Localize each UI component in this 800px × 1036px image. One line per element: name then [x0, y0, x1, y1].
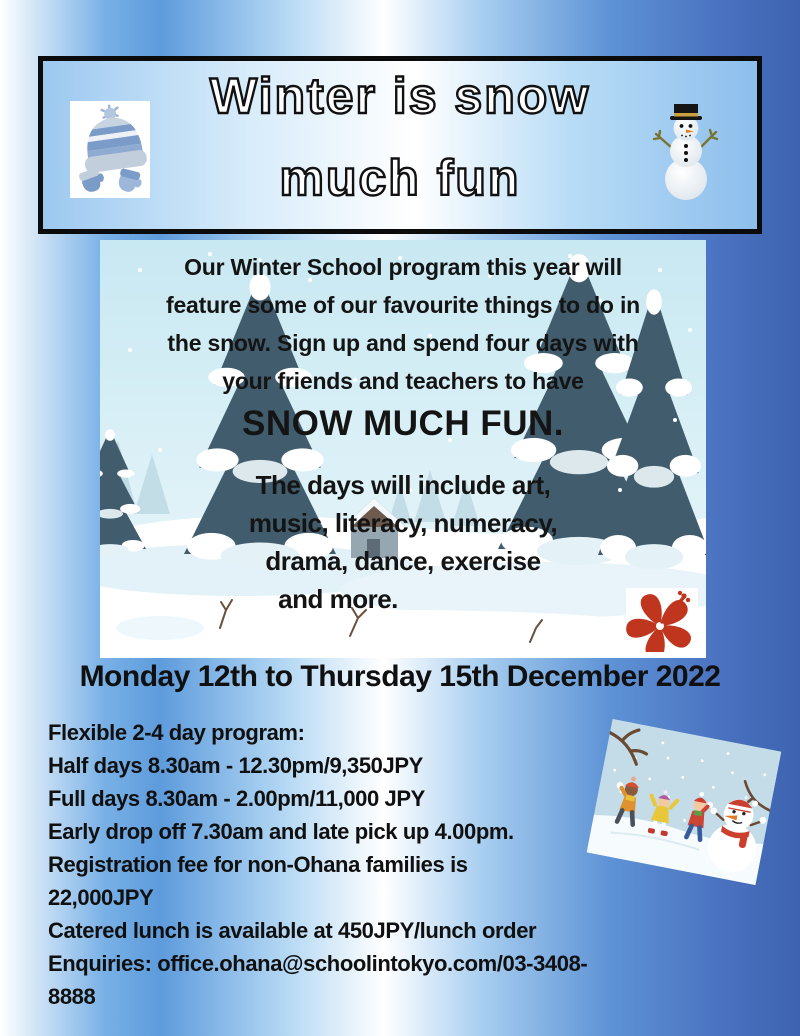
detail-line-full-days: Full days 8.30am - 2.00pm/11,000 JPY	[48, 786, 425, 811]
detail-line-registration-fee: Registration fee for non-Ohana families is	[48, 852, 468, 877]
snow-much-fun-heading: SNOW MUCH FUN.	[242, 404, 564, 443]
activities-list	[100, 466, 706, 618]
hibiscus-flower-icon	[626, 588, 698, 652]
activities-line: drama, dance, exercise	[265, 546, 541, 576]
poster-title-line1: Winter is snow	[209, 68, 591, 124]
detail-line-enquiries: Enquiries: office.ohana@schoolintokyo.com/03-3408-8888	[48, 951, 588, 1009]
dates-heading: Monday 12th to Thursday 15th December 2022	[79, 660, 721, 693]
intro-paragraph	[100, 248, 706, 400]
intro-line: your friends and teachers to have	[222, 368, 584, 394]
detail-line-registration-amount: 22,000JPY	[48, 885, 154, 910]
detail-line-drop-off: Early drop off 7.30am and late pick up 4.00pm.	[48, 819, 514, 844]
program-details	[48, 716, 608, 1013]
activities-line: music, literacy, numeracy,	[248, 508, 558, 538]
header-banner	[38, 56, 762, 234]
kids-snow-photo	[587, 719, 782, 885]
detail-line-catered-lunch: Catered lunch is available at 450JPY/lunch order	[48, 918, 537, 943]
detail-line-flexible-program: Flexible 2-4 day program:	[48, 720, 305, 745]
intro-line: the snow. Sign up and spend four days with	[167, 330, 639, 356]
activities-line: and more.	[278, 584, 398, 614]
snowman-icon	[651, 103, 721, 201]
poster-title-line2: much fun	[279, 150, 521, 206]
hibiscus-logo	[626, 588, 698, 652]
detail-line-half-days: Half days 8.30am - 12.30pm/9,350JPY	[48, 753, 423, 778]
intro-line: Our Winter School program this year will	[184, 254, 622, 280]
activities-line: The days will include art,	[255, 470, 551, 500]
intro-line: feature some of our favourite things to do in	[165, 292, 641, 318]
snow-scene-panel	[100, 240, 706, 658]
children-snowman-illustration	[587, 719, 782, 885]
